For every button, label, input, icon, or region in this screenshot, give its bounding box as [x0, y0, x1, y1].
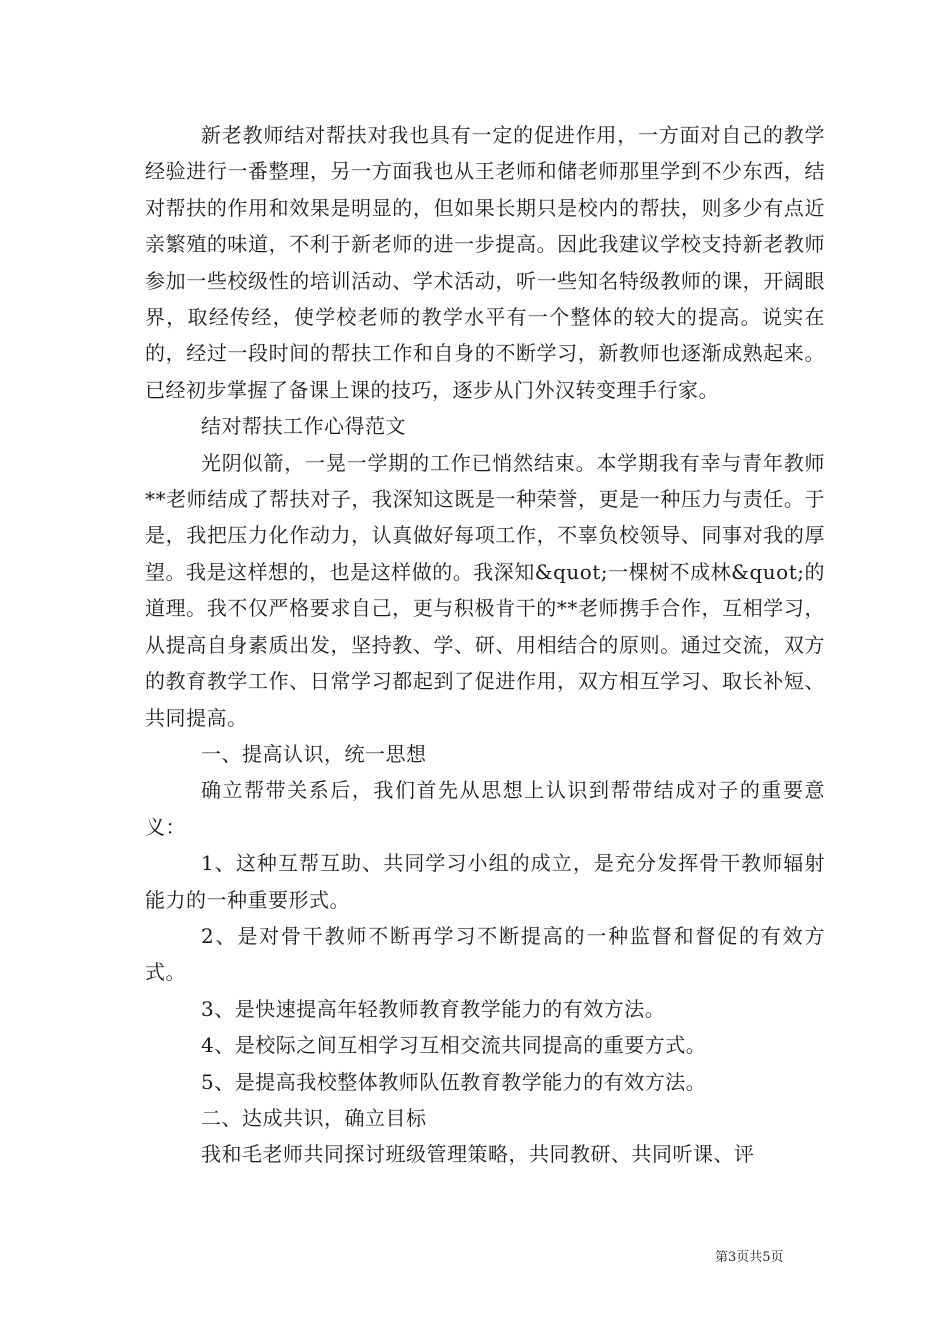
document-body — [145, 117, 825, 1173]
page-number: 第3页共5页 — [715, 1250, 784, 1265]
heading-reach-consensus: 二、达成共识，确立目标 — [201, 1105, 427, 1130]
paragraph-intro: 光阴似箭，一晃一学期的工作已悄然结束。本学期我有幸与青年教师**老师结成了帮扶对子，我深知这既是一种荣誉，更是一种压力与责任。于是，我把压力化作动力，认真做好每项工作，不辜负校领导、同事对我的厚望。我是这样想的，也是这样做的。我深知&quot;一棵树不成林&quot;的道理。我不仅严格要求自己，更与积极肯干的**老师携手合作，互相学习，从提高自身素质出发，坚持教、学、研、用相结合的原则。通过交流，双方的教育教学工作、日常学习都起到了促进作用，双方相互学习、取长补短、共同提高。 — [145, 450, 825, 730]
section-title: 结对帮扶工作心得范文 — [201, 414, 406, 439]
heading-raise-awareness: 一、提高认识，统一思想 — [201, 741, 427, 766]
paragraph-mentoring-reflection: 新老教师结对帮扶对我也具有一定的促进作用，一方面对自己的教学经验进行一番整理，另一方面我也从王老师和储老师那里学到不少东西，结对帮扶的作用和效果是明显的，但如果长期只是校内的帮扶，则多少有点近亲繁殖的味道，不利于新老师的进一步提高。因此我建议学校支持新老教师参加一些校级性的培训活动、学术活动，听一些知名特级教师的课，开阔眼界，取经传经，使学校老师的教学水平有一个整体的较大的提高。说实在的，经过一段时间的帮扶工作和自身的不断学习，新教师也逐渐成熟起来。已经初步掌握了备课上课的技巧，逐步从门外汉转变理手行家。 — [145, 123, 825, 402]
list-item-1: 1、这种互帮互助、共同学习小组的成立，是充分发挥骨干教师辐射能力的一种重要形式。 — [145, 851, 825, 912]
paragraph-significance: 确立帮带关系后，我们首先从思想上认识到帮带结成对子的重要意义： — [145, 778, 825, 839]
paragraph-collaboration: 我和毛老师共同探讨班级管理策略，共同教研、共同听课、评 — [201, 1142, 755, 1167]
list-item-4: 4、是校际之间互相学习互相交流共同提高的重要方式。 — [201, 1033, 707, 1058]
list-item-3: 3、是快速提高年轻教师教育教学能力的有效方法。 — [201, 996, 666, 1021]
list-item-5: 5、是提高我校整体教师队伍教育教学能力的有效方法。 — [201, 1069, 707, 1094]
list-item-2: 2、是对骨干教师不断再学习不断提高的一种监督和督促的有效方式。 — [145, 923, 825, 985]
